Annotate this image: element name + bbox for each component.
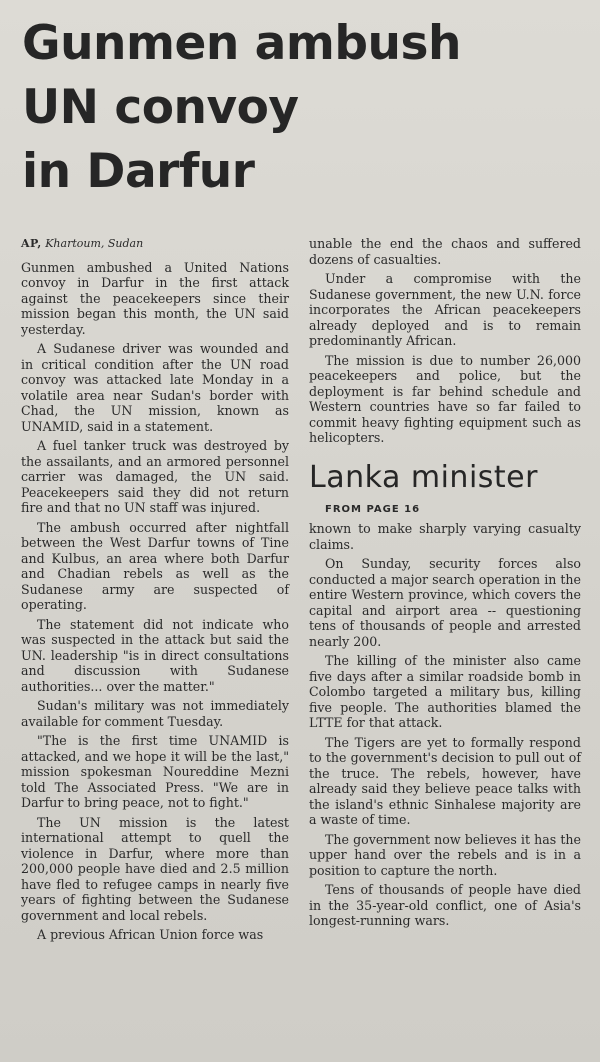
byline-location: Khartoum, Sudan [45,237,144,250]
article-paragraph: "The is the first time UNAMID is attacked, and we hope it will be the last," mission spokesman Noureddine Mezni told The Associated Press. "We are in Darfur to bring peace, not to fight." [21,733,289,810]
left-column [21,236,289,947]
lanka-paragraph: The killing of the minister also came five days after a similar roadside bomb in Colombo targeted a military bus, killing five people. The authorities blamed the LTTE for that attack. [309,653,581,730]
lanka-paragraph: The Tigers are yet to formally respond to the government's decision to pull out of the truce. The rebels, however, have already said they believe peace talks with the island's ethnic Sinhalese majority are a waste of time. [309,734,581,827]
article-paragraph: A fuel tanker truck was destroyed by the assailants, and an armored personnel carrier was damaged, the UN said. Peacekeepers said they did not return fire and that no UN staff was injured. [21,438,289,515]
article-paragraph: The statement did not indicate who was suspected in the attack but said the UN. leadership "is in direct consultations and discussion with Sudanese authorities... over the matter." [21,616,289,694]
lanka-continuation: known to make sharply varying casualty claims. [309,521,581,552]
lanka-paragraph: Tens of thousands of people have died in the 35-year-old conflict, one of Asia's longest-running wars. [309,882,581,928]
byline [21,236,289,252]
article-paragraph: The mission is due to number 26,000 peacekeepers and police, but the deployment is far behind schedule and Western countries have so far failed to commit heavy fighting equipment such as helicopters. [309,352,581,445]
lanka-paragraph: On Sunday, security forces also conducted a major search operation in the entire Western province, which covers the capital and airport area -- questioning tens of thousands of people and arrested nearly 200. [309,556,581,649]
article-paragraph: The ambush occurred after nightfall between the West Darfur towns of Tine and Kulbus, an area where both Darfur and Chadian rebels as well as the Sudanese army are suspected of operating. [21,519,289,612]
article-paragraph: Sudan's military was not immediately available for comment Tuesday. [21,698,289,729]
byline-agency: AP, [21,237,42,250]
article-continuation: unable the end the chaos and suffered dozens of casualties. [309,236,581,267]
lanka-headline: Lanka minister [309,459,538,495]
headline-line-1: Gunmen ambush [22,16,461,71]
right-column [309,236,581,933]
article-paragraph: The UN mission is the latest international attempt to quell the violence in Darfur, where more than 200,000 people have died and 2.5 million have fled to refugee camps in nearly five years of fighting between the Sudanese government and local rebels. [21,814,289,923]
headline [22,12,582,204]
article-paragraph: Gunmen ambushed a United Nations convoy in Darfur in the first attack against the peacekeepers since their mission began this month, the UN said yesterday. [21,259,289,337]
article-paragraph: Under a compromise with the Sudanese government, the new U.N. force incorporates the African peacekeepers already deployed and is to remain predominantly African. [309,271,581,348]
headline-line-2: UN convoy [22,80,299,135]
article-paragraph: A Sudanese driver was wounded and in critical condition after the UN road convoy was attacked late Monday in a volatile area near Sudan's border with Chad, the UN mission, known as UNAMID, said in a statement. [21,341,289,434]
headline-line-3: in Darfur [22,144,255,199]
lanka-paragraph: The government now believes it has the upper hand over the rebels and is in a position to capture the north. [309,831,581,878]
jump-line: FROM PAGE 16 [325,503,421,515]
article-paragraph: A previous African Union force was [37,927,264,942]
